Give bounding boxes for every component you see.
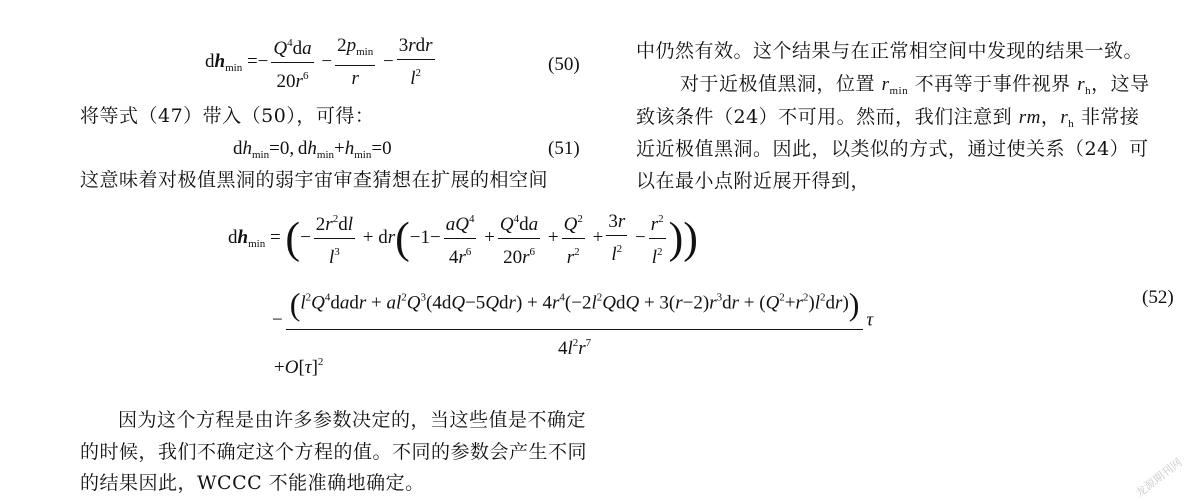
equation-50-number: (50) [548, 54, 580, 75]
r-h-symbol-2: $r_h$ [1060, 107, 1075, 130]
bottom-para-line-3: 的结果因此，WCCC 不能准确地确定。 [80, 472, 425, 494]
bottom-para-line-1: 因为这个方程是由许多参数决定的，当这些值是不确定 [118, 409, 587, 431]
r-h-symbol: $r_h$ [1077, 74, 1092, 97]
equation-52-line-3: $+O[\tau]^2$ [274, 356, 324, 378]
text-substitute: 将等式（47）带入（50），可得： [80, 105, 375, 127]
rm-symbol: rm [1018, 107, 1041, 128]
equation-52-line-2: − $(l^2Q^4dadr + al^2Q^3(4dQ-5Qdr) + 4r^4(-2l^2QdQ + 3(r-2)r^3dr + (Q^2+r^2)l^2dr))$ $4l^2r^7$ τ [272, 282, 873, 360]
bottom-para-line-2: 的时候，我们不确定这个方程的值。不同的参数会产生不同 [80, 441, 588, 463]
right-line-1: 中仍然有效。这个结果与在正常相空间中发现的结果一致。 [636, 40, 1144, 62]
equation-52-number: (52) [1142, 287, 1174, 308]
equation-51-number: (51) [548, 138, 580, 159]
right-line-4: 近近极值黑洞。因此，以类似的方式，通过使关系（24）可 [636, 138, 1149, 160]
right-line-3: 致该条件（24）不可用。然而，我们注意到 rm，$r_h$ 非常接 [636, 106, 1140, 130]
r-min-symbol: $r_{min}$ [881, 74, 909, 97]
equation-51: $dh_{min}=0$, $dh_{min}+h_{min}=0$ [233, 138, 392, 161]
equation-52-line-1: $dh_{min}$ = (− $\frac{2r^2dl}{l^3}$ + dr(−1− $\frac{aQ^4}{4r^6}$ + $\frac{Q^4da}{20r^6}$ + $\frac{Q^2}{r^2}$ + $\frac{3r}{l^2}$ − $\frac{r^2}{l^2}$ )) [228, 208, 698, 269]
equation-50: $dh_{min}$ =− $\frac{Q^4da}{20r^6}$ − $\frac{2p_{min}}{r}$ − $\frac{\text{3rdr}}{l^2}$ [205, 32, 438, 93]
text-meaning: 这意味着对极值黑洞的弱宇宙审查猜想在扩展的相空间 [80, 169, 549, 191]
right-line-5: 以在最小点附近展开得到， [636, 170, 871, 192]
watermark: 龙源期刊网 [1133, 455, 1185, 500]
right-line-2: 对于近极值黑洞，位置 $r_{min}$ 不再等于事件视界 $r_h$，这导 [680, 73, 1150, 97]
